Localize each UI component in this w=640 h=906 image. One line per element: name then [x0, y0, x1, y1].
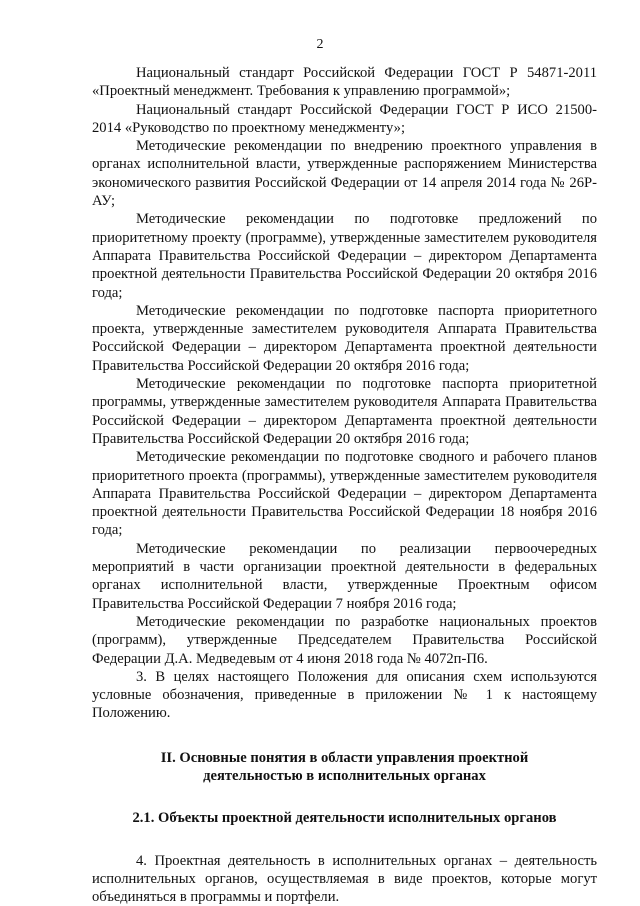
paragraph-first-priority-measures: Методические рекомендации по реализации первоочередных мероприятий в части организации проектной деятельности в федеральных органах исполнительной власти, утвержденные Проектным офисом Правительства Российской Федерации 7 ноября 2016 года;	[92, 540, 597, 612]
paragraph-item-4: 4. Проектная деятельность в исполнительных органах – деятельность исполнительных органов, осуществляемая в виде проектов, которые могут объединяться в программы и портфели.	[92, 852, 597, 906]
paragraph-item-3: 3. В целях настоящего Положения для описания схем используются условные обозначения, приведенные в приложении № 1 к настоящему Положению.	[92, 668, 597, 722]
document-body	[92, 64, 597, 906]
paragraph-national-projects: Методические рекомендации по разработке национальных проектов (программ), утвержденные Председателем Правительства Российской Федерации Д.А. Медведевым от 4 июня 2018 года № 4072п-П6.	[92, 613, 597, 667]
paragraph-gost-54871: Национальный стандарт Российской Федерации ГОСТ Р 54871-2011 «Проектный менеджмент. Требования к управлению программой»;	[92, 65, 597, 100]
paragraph-gost-21500: Национальный стандарт Российской Федерации ГОСТ Р ИСО 21500-2014 «Руководство по проектному менеджменту»;	[92, 101, 597, 136]
paragraph-priority-project-proposals: Методические рекомендации по подготовке предложений по приоритетному проекту (программе), утвержденные заместителем руководителя Аппарата Правительства Российской Федерации – директором Департамента проектной деятельности Правительства Российской Федерации 20 октября 2016 года;	[92, 211, 597, 301]
section-heading-ii	[92, 749, 597, 786]
paragraph-priority-project-passport: Методические рекомендации по подготовке паспорта приоритетного проекта, утвержденные заместителем руководителя Аппарата Правительства Российской Федерации – директором Департамента проектной деятельности Правительства Российской Федерации 20 октября 2016 года;	[92, 302, 597, 374]
section-heading-line-2: деятельностью в исполнительных органах	[203, 767, 486, 784]
paragraph-priority-program-passport: Методические рекомендации по подготовке паспорта приоритетной программы, утвержденные заместителем руководителя Аппарата Правительства Российской Федерации – директором Департамента проектной деятельности Правительства Российской Федерации 20 октября 2016 года;	[92, 376, 597, 447]
paragraph-consolidated-work-plans: Методические рекомендации по подготовке сводного и рабочего планов приоритетного проекта (программы), утвержденные заместителем руководителя Аппарата Правительства Российской Федерации – директором Департамента проектной деятельности Правительства Российской Федерации 18 ноября 2016 года;	[92, 449, 597, 539]
paragraph-mer-recommendations: Методические рекомендации по внедрению проектного управления в органах исполнительной власти, утвержденные распоряжением Министерства экономического развития Российской Федерации от 14 апреля 2014 года № 26Р-АУ;	[92, 138, 597, 210]
section-heading-line-1: II. Основные понятия в области управления проектной	[160, 749, 529, 766]
page-number: 2	[316, 37, 324, 52]
subsection-heading-2-1: 2.1. Объекты проектной деятельности исполнительных органов	[132, 810, 557, 827]
